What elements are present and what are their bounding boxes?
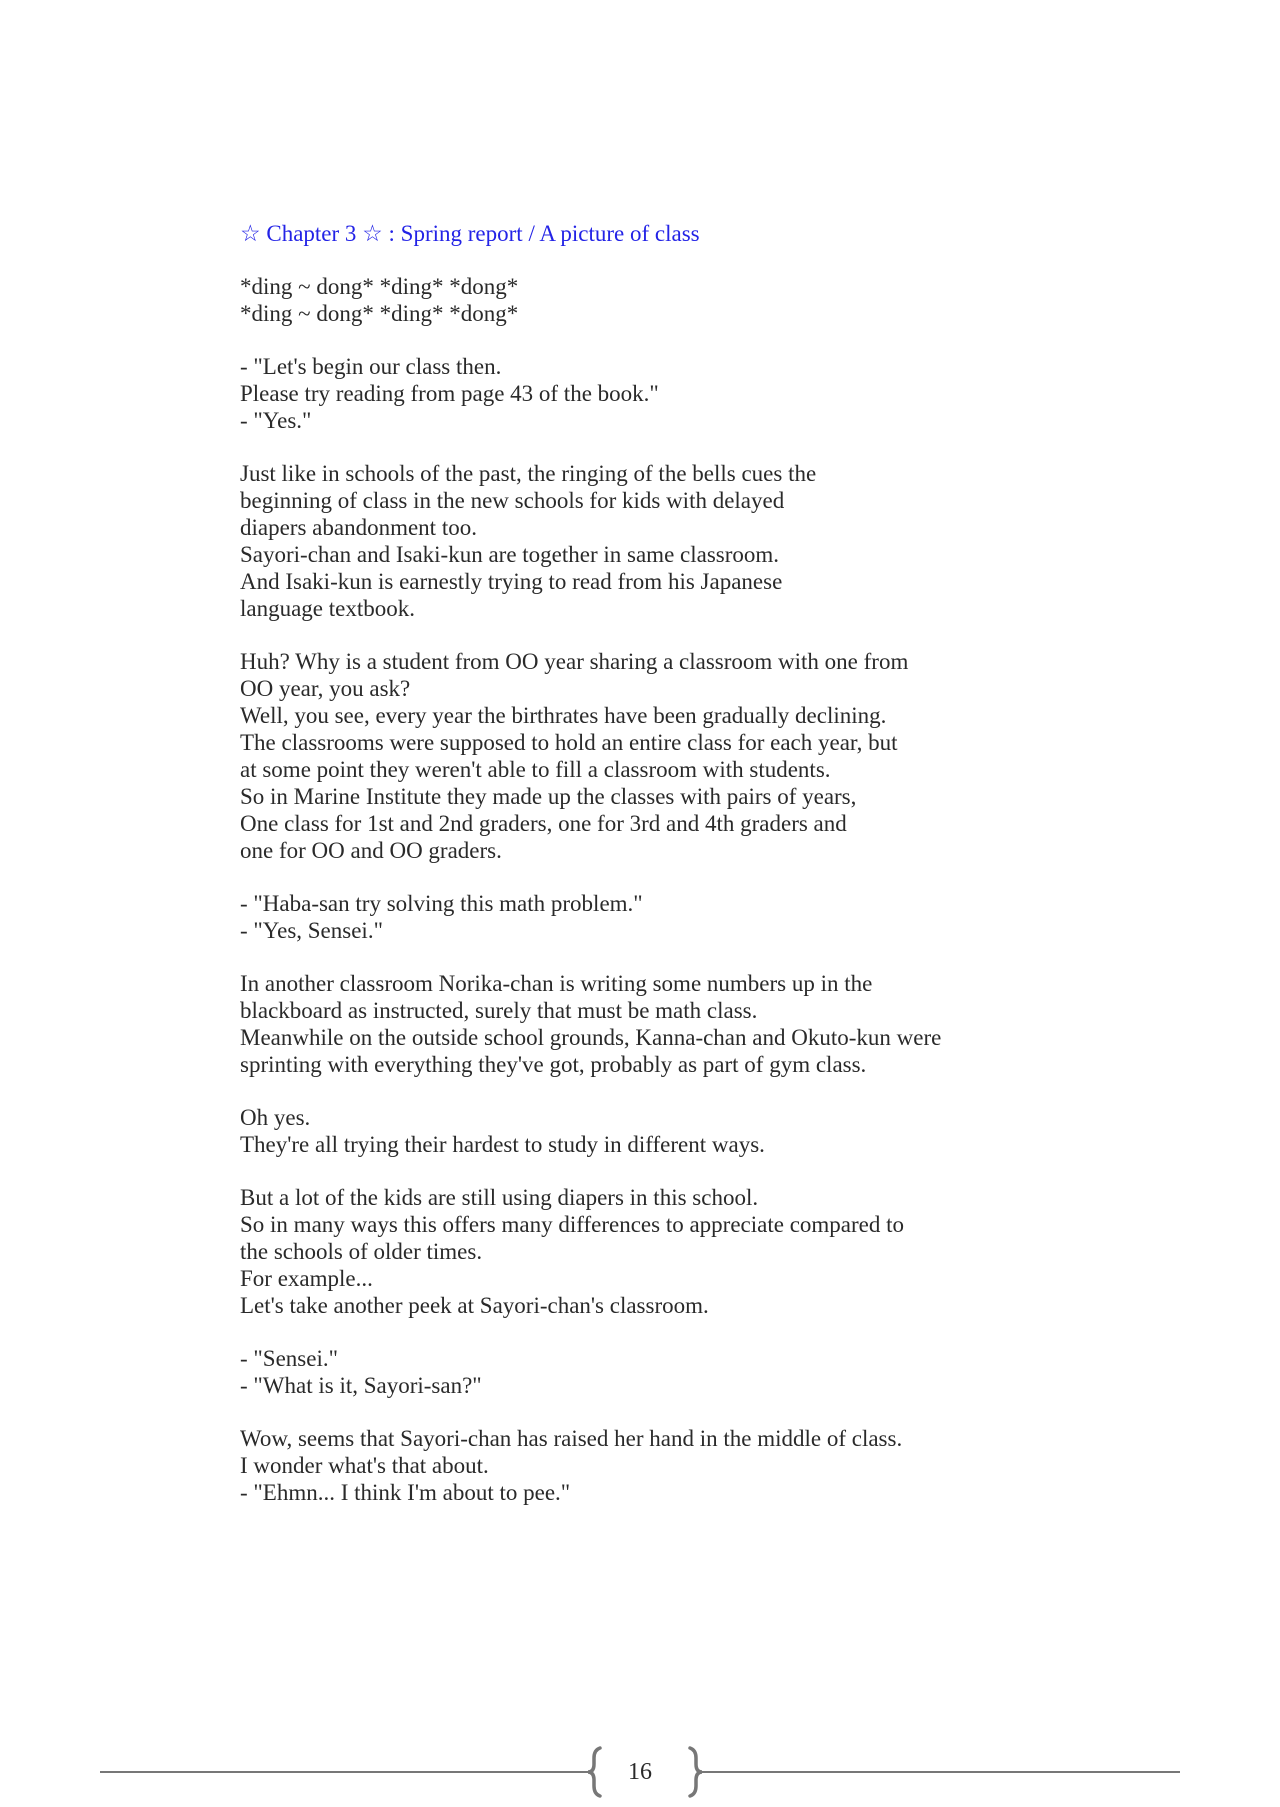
text-line: The classrooms were supposed to hold an entire class for each year, but [240, 730, 898, 755]
text-line: - "What is it, Sayori-san?" [240, 1373, 482, 1398]
text-line: *ding ~ dong* *ding* *dong* [240, 274, 519, 299]
text-line: But a lot of the kids are still using diapers in this school. [240, 1185, 759, 1210]
text-line: - "Yes." [240, 408, 312, 433]
text-line: Meanwhile on the outside school grounds, Kanna-chan and Okuto-kun were [240, 1025, 942, 1050]
text-line: language textbook. [240, 596, 416, 621]
text-line: diapers abandonment too. [240, 515, 477, 540]
text-line: Just like in schools of the past, the ringing of the bells cues the [240, 461, 817, 486]
text-line: One class for 1st and 2nd graders, one for 3rd and 4th graders and [240, 811, 847, 836]
paragraph [240, 1184, 1120, 1319]
text-line: one for OO and OO graders. [240, 838, 502, 863]
text-line: So in many ways this offers many differences to appreciate compared to [240, 1212, 905, 1237]
paragraph [240, 460, 1120, 622]
paragraph [240, 1345, 1120, 1399]
text-line: They're all trying their hardest to study in different ways. [240, 1132, 765, 1157]
paragraph [240, 353, 1120, 434]
paragraph [240, 1425, 1120, 1506]
text-line: blackboard as instructed, surely that must be math class. [240, 998, 758, 1023]
text-line: sprinting with everything they've got, probably as part of gym class. [240, 1052, 867, 1077]
text-line: - "Sensei." [240, 1346, 338, 1371]
text-line: Wow, seems that Sayori-chan has raised her hand in the middle of class. [240, 1426, 903, 1451]
text-line: - "Yes, Sensei." [240, 918, 383, 943]
text-line: - "Ehmn... I think I'm about to pee." [240, 1480, 571, 1505]
page-content [240, 220, 1120, 1532]
text-line: I wonder what's that about. [240, 1453, 489, 1478]
text-line: In another classroom Norika-chan is writing some numbers up in the [240, 971, 873, 996]
text-line: OO year, you ask? [240, 676, 411, 701]
text-line: Huh? Why is a student from OO year sharing a classroom with one from [240, 649, 909, 674]
text-line: the schools of older times. [240, 1239, 483, 1264]
chapter-title: ☆ Chapter 3 ☆ : Spring report / A picture of class [240, 221, 700, 246]
text-line: at some point they weren't able to fill a classroom with students. [240, 757, 831, 782]
paragraph [240, 890, 1120, 944]
text-line: Oh yes. [240, 1105, 311, 1130]
text-line: - "Let's begin our class then. [240, 354, 502, 379]
text-line: For example... [240, 1266, 373, 1291]
text-line: *ding ~ dong* *ding* *dong* [240, 301, 519, 326]
text-line: Let's take another peek at Sayori-chan's classroom. [240, 1293, 709, 1318]
text-line: - "Haba-san try solving this math problem." [240, 891, 643, 916]
paragraph [240, 648, 1120, 864]
text-line: And Isaki-kun is earnestly trying to read from his Japanese [240, 569, 783, 594]
page-footer [100, 1740, 1180, 1800]
paragraph [240, 1104, 1120, 1158]
text-line: Sayori-chan and Isaki-kun are together in same classroom. [240, 542, 780, 567]
paragraph [240, 273, 1120, 327]
text-line: So in Marine Institute they made up the classes with pairs of years, [240, 784, 857, 809]
paragraph [240, 970, 1120, 1078]
page-number: 16 [628, 1759, 652, 1785]
text-line: Well, you see, every year the birthrates have been gradually declining. [240, 703, 887, 728]
text-line: beginning of class in the new schools for kids with delayed [240, 488, 785, 513]
text-line: Please try reading from page 43 of the book." [240, 381, 659, 406]
